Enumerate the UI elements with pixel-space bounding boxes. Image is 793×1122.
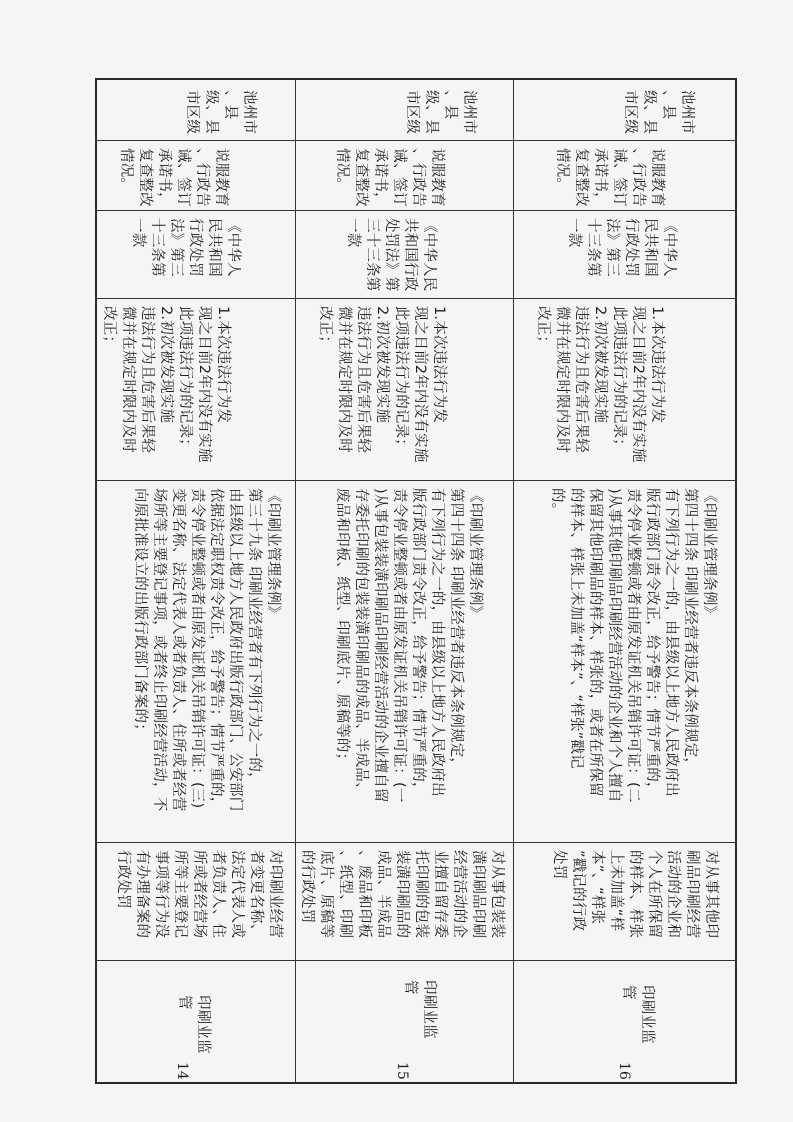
entry-15-category: 印刷业监 管 [402, 980, 437, 1039]
entry-14-basis: 《中华人 民共和国 行政处罚 法》第三 十三条第 一款 [130, 218, 241, 277]
entry-15-condition: 1.本次违法行为发 现之日前2年内没有实施 此项违法行为的记录； 2.初次被发现实施 违法行为且危害后果轻 微并在规定时限内及时 改正； [317, 306, 447, 463]
entry-14-condition: 1.本次违法行为发 现之日前2年内没有实施 此项违法行为的记录； 2.初次被发现实施 违法行为且危害后果轻 微并在规定时限内及时 改正； [101, 306, 231, 463]
entry-14-region: 池州市 、县 级、县 市区级 [184, 90, 257, 135]
entry-15-basis: 《中华人民 共和国行政 处罚法》第 三十三条第 一款 [345, 218, 437, 292]
entry-16-number: 16 [616, 1062, 632, 1080]
entry-16-condition: 1.本次违法行为发 现之日前2年内没有实施 此项违法行为的记录； 2.初次被发现实施 违法行为且危害后果轻 微并在规定时限内及时 改正； [535, 306, 665, 463]
entry-16-region: 池州市 、县 级、县 市区级 [622, 90, 695, 135]
entry-15-number: 15 [394, 1062, 410, 1080]
entry-15-measure: 说服教育 、行政告 诫、签订 承诺书， 复查整改 情况。 [334, 148, 445, 207]
entry-16-matter: 对从事其他印 刷品印刷经营 活动的企业和 个人在所保留 的样本、样张 上未加盖“样 本”、“样张 ”戳记的行政 处罚 [551, 850, 719, 939]
entry-16-category: 印刷业监 管 [620, 985, 655, 1044]
entry-14-number: 14 [174, 1062, 190, 1080]
column-divider [95, 842, 737, 843]
entry-14-regulation: 《印刷业管理条例》 第三十九条 印刷业经营者有下列行为之一的， 由县级以上地方人民政府出版行政部门、公安部门 依据法定职权责令改正，给予警告；情节严重的， 责令停业整顿或者由原发证机关吊销许可证：(三) 变更名称、法定代表人或者负责人、住所或者经营 场所等主要登记事项，或者终止印刷经营活动，不 向原批准设立的出版行政部门备案的； [132, 488, 281, 812]
entry-14-category: 印刷业监 管 [176, 995, 211, 1054]
entry-16-basis: 《中华人 民共和国 行政处罚 法》第三 十三条第 一款 [566, 218, 677, 277]
column-divider [95, 960, 737, 961]
entry-16-regulation: 《印刷业管理条例》 第四十四条 印刷业经营者违反本条例规定， 有下列行为之一的，由县级以上地方人民政府出 版行政部门责令改正，给予警告；情节严重的， 责令停业整顿或者由原发证机关吊销许可证：(二 )从事其他印刷品印刷经营活动的企业和个人擅自 保留其他印刷品的样本、样张的，或者在所保留 的样本、样张上未加盖“样本”、“样张”戳记 的。 [549, 488, 717, 803]
entry-15-region: 池州市 、县 级、县 市区级 [404, 90, 477, 135]
column-divider [95, 210, 737, 211]
entry-14-measure: 说服教育 、行政告 诫、签订 承诺书， 复查整改 情况。 [118, 148, 229, 207]
entry-15-regulation: 《印刷业管理条例》 第四十四条 印刷业经营者违反本条例规定， 有下列行为之一的，由县级以上地方人民政府出 版行政部门责令改正，给予警告；情节严重的， 责令停业整顿或者由原发证机关吊销许可证：(一 )从事包装装潢印刷品印刷经营活动的企业擅自留 存委托印刷的包装装潢印刷品的成品、半成品、 废品和印板、纸型、印刷底片、原稿等的； [334, 488, 483, 803]
column-divider [95, 140, 737, 141]
entry-15-matter: 对从事包装装 潢印刷品印刷 经营活动的企 业擅自留存委 托印刷的包装 装潢印刷品的 成品、半成品 、废品和印板 、纸型、印刷 底片、原稿等 的行政处罚 [299, 850, 505, 939]
entry-14-matter: 对印刷业经营 者变更名称、 法定代表人或 者负责人、住 所或者经营场 所等主要登记 事项等行为没 有办理备案的 行政处罚 [115, 850, 283, 939]
column-divider [95, 480, 737, 481]
entry-16-measure: 说服教育 、行政告 诫、签订 承诺书， 复查整改 情况。 [554, 148, 665, 207]
